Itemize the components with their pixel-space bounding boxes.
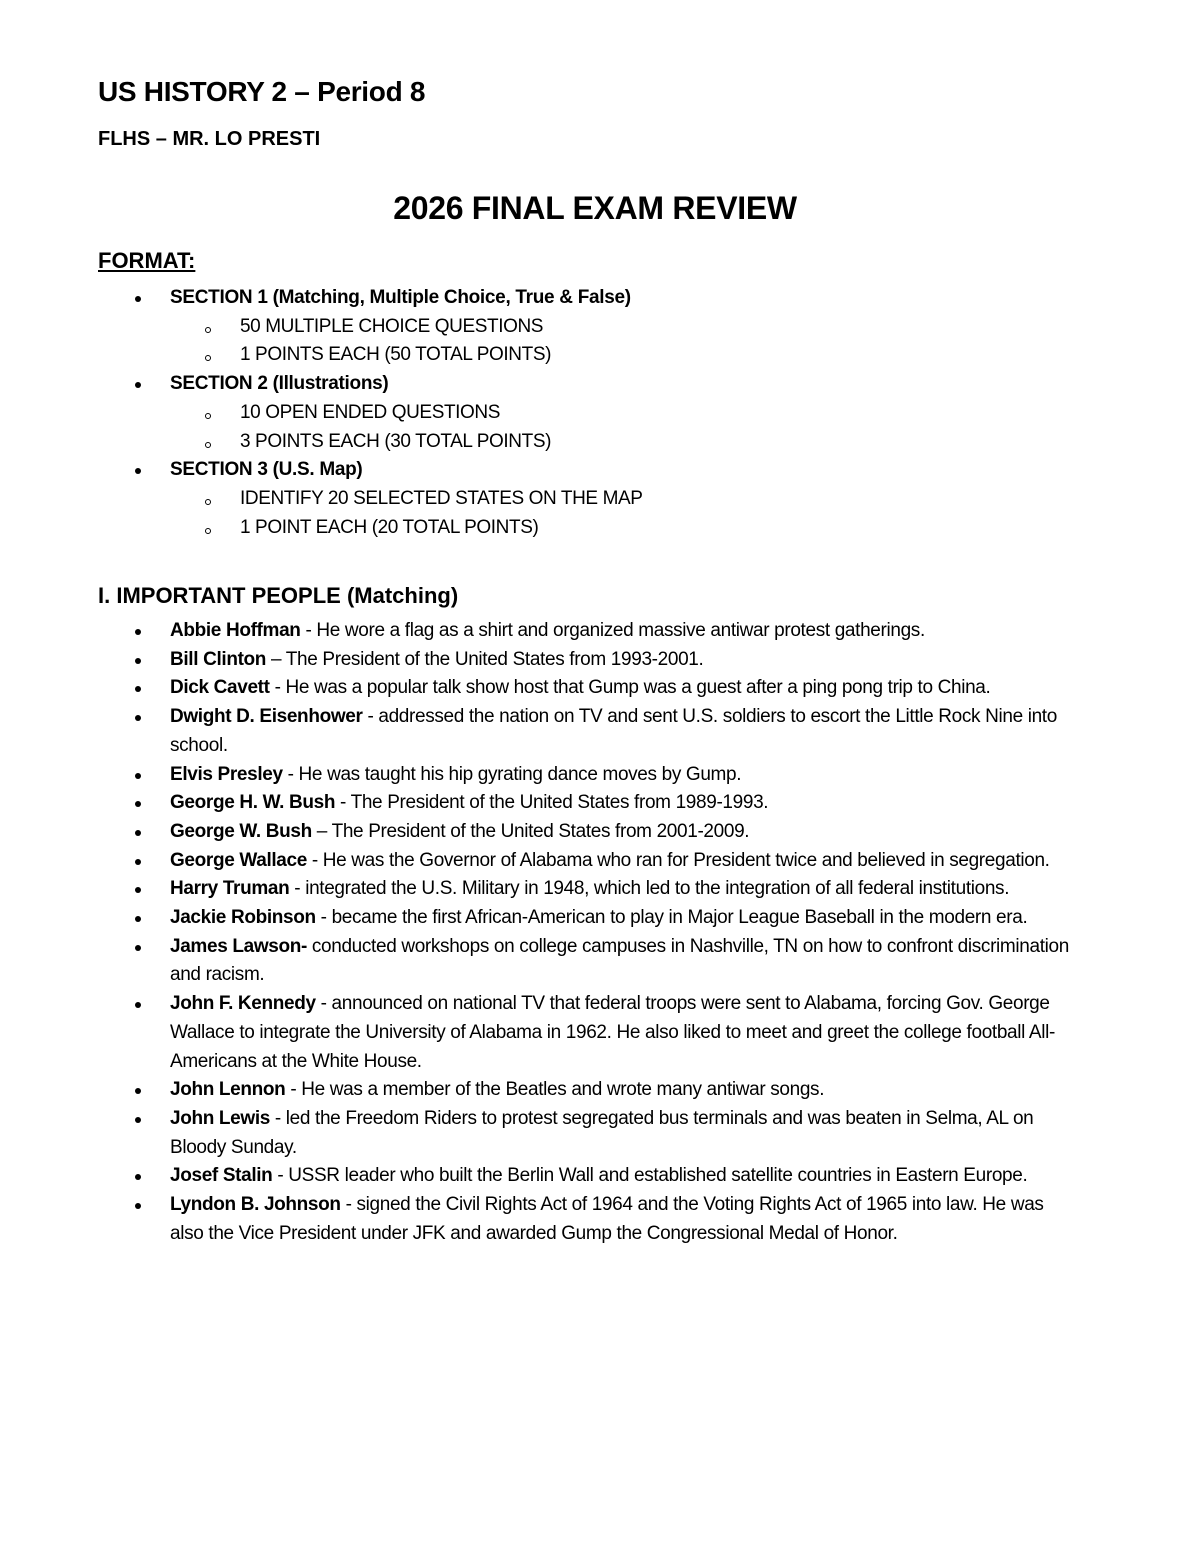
bullet-icon — [135, 801, 141, 807]
person-entry — [98, 933, 1073, 990]
bullet-icon — [135, 1117, 141, 1123]
format-detail-item — [170, 313, 998, 342]
person-name: Jackie Robinson — [170, 907, 316, 929]
format-detail-text: 50 MULTIPLE CHOICE QUESTIONS — [240, 315, 544, 337]
person-entry — [98, 1105, 1073, 1162]
person-name: John Lewis — [170, 1107, 270, 1129]
person-description: - The President of the United States from 1989-1993. — [335, 792, 769, 814]
format-section-label: SECTION 3 (U.S. Map) — [170, 459, 363, 481]
person-entry — [98, 761, 1073, 790]
format-detail-item — [170, 514, 998, 543]
person-entry — [98, 789, 1073, 818]
format-detail-item — [170, 399, 998, 428]
person-name: James Lawson- — [170, 935, 307, 957]
circle-bullet-icon — [205, 528, 211, 534]
person-name: George H. W. Bush — [170, 792, 336, 814]
format-detail-text: 10 OPEN ENDED QUESTIONS — [240, 401, 501, 423]
person-description: - led the Freedom Riders to protest segregated bus terminals and was beaten in Selma, AL on Bloody Sunday. — [170, 1107, 1034, 1158]
format-detail-text: 3 POINTS EACH (30 TOTAL POINTS) — [240, 430, 552, 452]
person-name: John F. Kennedy — [170, 993, 316, 1015]
circle-bullet-icon — [205, 413, 211, 419]
format-section-label: SECTION 2 (Illustrations) — [170, 373, 389, 395]
bullet-icon — [135, 715, 141, 721]
important-people-list — [98, 617, 1073, 1248]
circle-bullet-icon — [205, 355, 211, 361]
person-name: Dwight D. Eisenhower — [170, 706, 363, 728]
person-description: - addressed the nation on TV and sent U.S. soldiers to escort the Little Rock Nine into school. — [170, 706, 1057, 756]
bullet-icon — [135, 382, 141, 388]
circle-bullet-icon — [205, 442, 211, 448]
bullet-icon — [135, 468, 141, 474]
person-description: - He was the Governor of Alabama who ran for President twice and believed in segregation. — [306, 849, 1050, 871]
person-entry — [98, 646, 1073, 675]
format-detail-item — [170, 341, 998, 370]
school-teacher-line: FLHS – MR. LO PRESTI — [98, 128, 321, 150]
bullet-icon — [135, 658, 141, 664]
format-section-3 — [98, 456, 998, 542]
circle-bullet-icon — [205, 327, 211, 333]
person-name: George Wallace — [170, 849, 307, 871]
format-section-list — [98, 284, 998, 542]
circle-bullet-icon — [205, 499, 211, 505]
person-description: - He was taught his hip gyrating dance moves by Gump. — [282, 763, 742, 785]
format-section-details — [170, 399, 998, 456]
important-people-heading: I. IMPORTANT PEOPLE (Matching) — [98, 583, 459, 608]
format-detail-item — [170, 485, 998, 514]
bullet-icon — [135, 1203, 141, 1209]
bullet-icon — [135, 296, 141, 302]
bullet-icon — [135, 859, 141, 865]
person-entry — [98, 1162, 1073, 1191]
format-detail-text: IDENTIFY 20 SELECTED STATES ON THE MAP — [240, 487, 643, 509]
person-description: – The President of the United States from 1993-2001. — [266, 648, 704, 670]
person-entry — [98, 847, 1073, 876]
person-description: - USSR leader who built the Berlin Wall and established satellite countries in Eastern Europe. — [272, 1165, 1028, 1187]
person-name: Bill Clinton — [170, 648, 267, 670]
person-entry — [98, 674, 1073, 703]
person-name: Elvis Presley — [170, 763, 283, 785]
person-name: Dick Cavett — [170, 677, 270, 699]
person-name: John Lennon — [170, 1079, 286, 1101]
person-name: Abbie Hoffman — [170, 620, 301, 641]
person-description: - became the first African-American to play in Major League Baseball in the modern era. — [315, 907, 1028, 929]
bullet-icon — [135, 945, 141, 951]
bullet-icon — [135, 1002, 141, 1008]
person-description: - He was a member of the Beatles and wrote many antiwar songs. — [285, 1079, 825, 1101]
format-section-details — [170, 313, 998, 370]
person-entry — [98, 875, 1073, 904]
bullet-icon — [135, 916, 141, 922]
format-heading: FORMAT: — [98, 248, 196, 273]
person-name: Harry Truman — [170, 878, 290, 900]
person-description: – The President of the United States from 2001-2009. — [311, 820, 750, 842]
person-entry — [98, 904, 1073, 933]
bullet-icon — [135, 629, 141, 635]
person-description: - integrated the U.S. Military in 1948, which led to the integration of all federal institutions. — [289, 878, 1010, 900]
bullet-icon — [135, 1088, 141, 1094]
person-description: - He was a popular talk show host that Gump was a guest after a ping pong trip to China. — [269, 677, 991, 699]
person-description: - He wore a flag as a shirt and organized massive antiwar protest gatherings. — [300, 620, 925, 641]
person-description: - signed the Civil Rights Act of 1964 and the Voting Rights Act of 1965 into law. He was also the Vice President under JFK and awarded Gump the Congressional Medal of Honor. — [170, 1194, 1044, 1244]
person-entry — [98, 617, 1073, 646]
bullet-icon — [135, 1174, 141, 1180]
person-entry — [98, 1076, 1073, 1105]
bullet-icon — [135, 773, 141, 779]
bullet-icon — [135, 830, 141, 836]
person-entry — [98, 990, 1073, 1076]
person-description: conducted workshops on college campuses in Nashville, TN on how to confront discrimination and racism. — [170, 935, 1069, 986]
bullet-icon — [135, 887, 141, 893]
format-section-2 — [98, 370, 998, 456]
format-detail-text: 1 POINTS EACH (50 TOTAL POINTS) — [240, 344, 552, 366]
person-name: George W. Bush — [170, 820, 312, 842]
format-detail-item — [170, 428, 998, 457]
person-entry — [98, 818, 1073, 847]
person-name: Lyndon B. Johnson — [170, 1194, 341, 1216]
format-section-1 — [98, 284, 998, 370]
bullet-icon — [135, 686, 141, 692]
course-title: US HISTORY 2 – Period 8 — [98, 76, 426, 107]
format-section-label: SECTION 1 (Matching, Multiple Choice, True & False) — [170, 287, 631, 308]
person-entry — [98, 1191, 1073, 1248]
person-name: Josef Stalin — [170, 1165, 273, 1187]
format-detail-text: 1 POINT EACH (20 TOTAL POINTS) — [240, 516, 539, 538]
person-description: - announced on national TV that federal troops were sent to Alabama, forcing Gov. George Wallace to integrate the University of Alabama in 1962. He also liked to meet and greet the college football All-Americans at the White House. — [170, 993, 1055, 1072]
document-title: 2026 FINAL EXAM REVIEW — [393, 190, 797, 226]
format-section-details — [170, 485, 998, 542]
person-entry — [98, 703, 1073, 760]
